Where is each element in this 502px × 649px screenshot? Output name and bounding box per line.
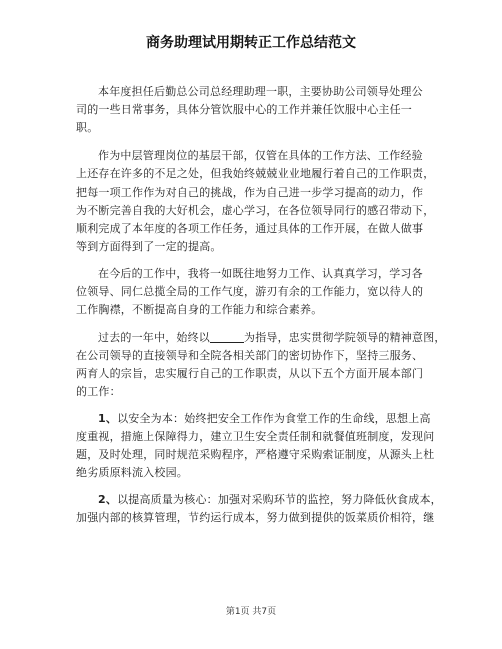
paragraph-line: 的工作： xyxy=(76,385,121,398)
paragraph-line: 绝劣质原料流入校园。 xyxy=(76,466,188,479)
line-text: 以安全为本：始终把安全工作作为食堂工作的生命线，思想上高 xyxy=(117,412,431,425)
paragraph-line: 在今后的工作中，我将一如既往地努力工作、认真真学习，学习各 xyxy=(98,267,423,280)
paragraph-line: 顺利完成了本年度的各项工作任务，通过具体的工作开展，在做人做事 xyxy=(76,222,424,235)
paragraph-line: 在公司领导的直接领导和全院各相关部门的密切协作下，坚持三服务、 xyxy=(76,349,424,362)
paragraph-line xyxy=(98,493,442,507)
paragraph-line: 位领导、同仁总揽全局的工作气度，游刃有余的工作能力，宽以待人的 xyxy=(76,285,424,298)
line-text: 为指导，忠实贯彻学院领导的精神意图， xyxy=(244,331,446,344)
paragraph-line xyxy=(98,412,431,426)
line-text: 以提高质量为核心：加强对采购环节的监控，努力降低伙食成本， xyxy=(117,493,442,506)
paragraph-line xyxy=(98,331,446,345)
line-text: 过去的一年中，始终以 xyxy=(98,331,210,344)
paragraph-line: 职。 xyxy=(76,121,99,134)
paragraph-line: 司的一些日常事务，具体分管饮服中心的工作并兼任饮服中心主任一 xyxy=(76,103,412,116)
paragraph-line: 作为中层管理岗位的基层干部，仅管在具体的工作方法、工作经验 xyxy=(98,149,423,162)
paragraph-line: 加强内部的核算管理，节约运行成本，努力做到提供的饭菜质价相符，继 xyxy=(76,511,435,524)
item-number: 1、 xyxy=(98,412,118,425)
paragraph-line: 本年度担任后勤总公司总经理助理一职，主要协助公司领导处理公 xyxy=(98,85,423,98)
paragraph-line: 工作胸襟，不断提高自身的工作能力和综合素养。 xyxy=(76,303,323,316)
item-number: 2、 xyxy=(98,493,118,506)
fill-in-blank xyxy=(210,331,244,343)
paragraph-line: 等到方面得到了一定的提高。 xyxy=(76,240,222,253)
document-title: 商务助理试用期转正工作总结范文 xyxy=(146,35,356,51)
paragraph-line: 题，及时处理，同时规范采购程序，严格遵守采购索证制度，从源头上杜 xyxy=(76,448,435,461)
paragraph-line: 两育人的宗旨，忠实履行自己的工作职责，从以下五个方面开展本部门 xyxy=(76,367,424,380)
paragraph-line: 为不断完善自我的大好机会，虚心学习，在各位领导同行的感召带动下， xyxy=(76,204,435,217)
paragraph-line: 上还存在许多的不足之处，但我始终兢兢业业地履行着自己的工作职责， xyxy=(76,167,435,180)
paragraph-line: 度重视，措施上保障得力，建立卫生安全责任制和就餐值班制度，发现问 xyxy=(76,430,435,443)
paragraph-line: 把每一项工作作为对自己的挑战，作为自己进一步学习提高的动力，作 xyxy=(76,186,424,199)
page-footer: 第1页 共7页 xyxy=(225,607,277,617)
